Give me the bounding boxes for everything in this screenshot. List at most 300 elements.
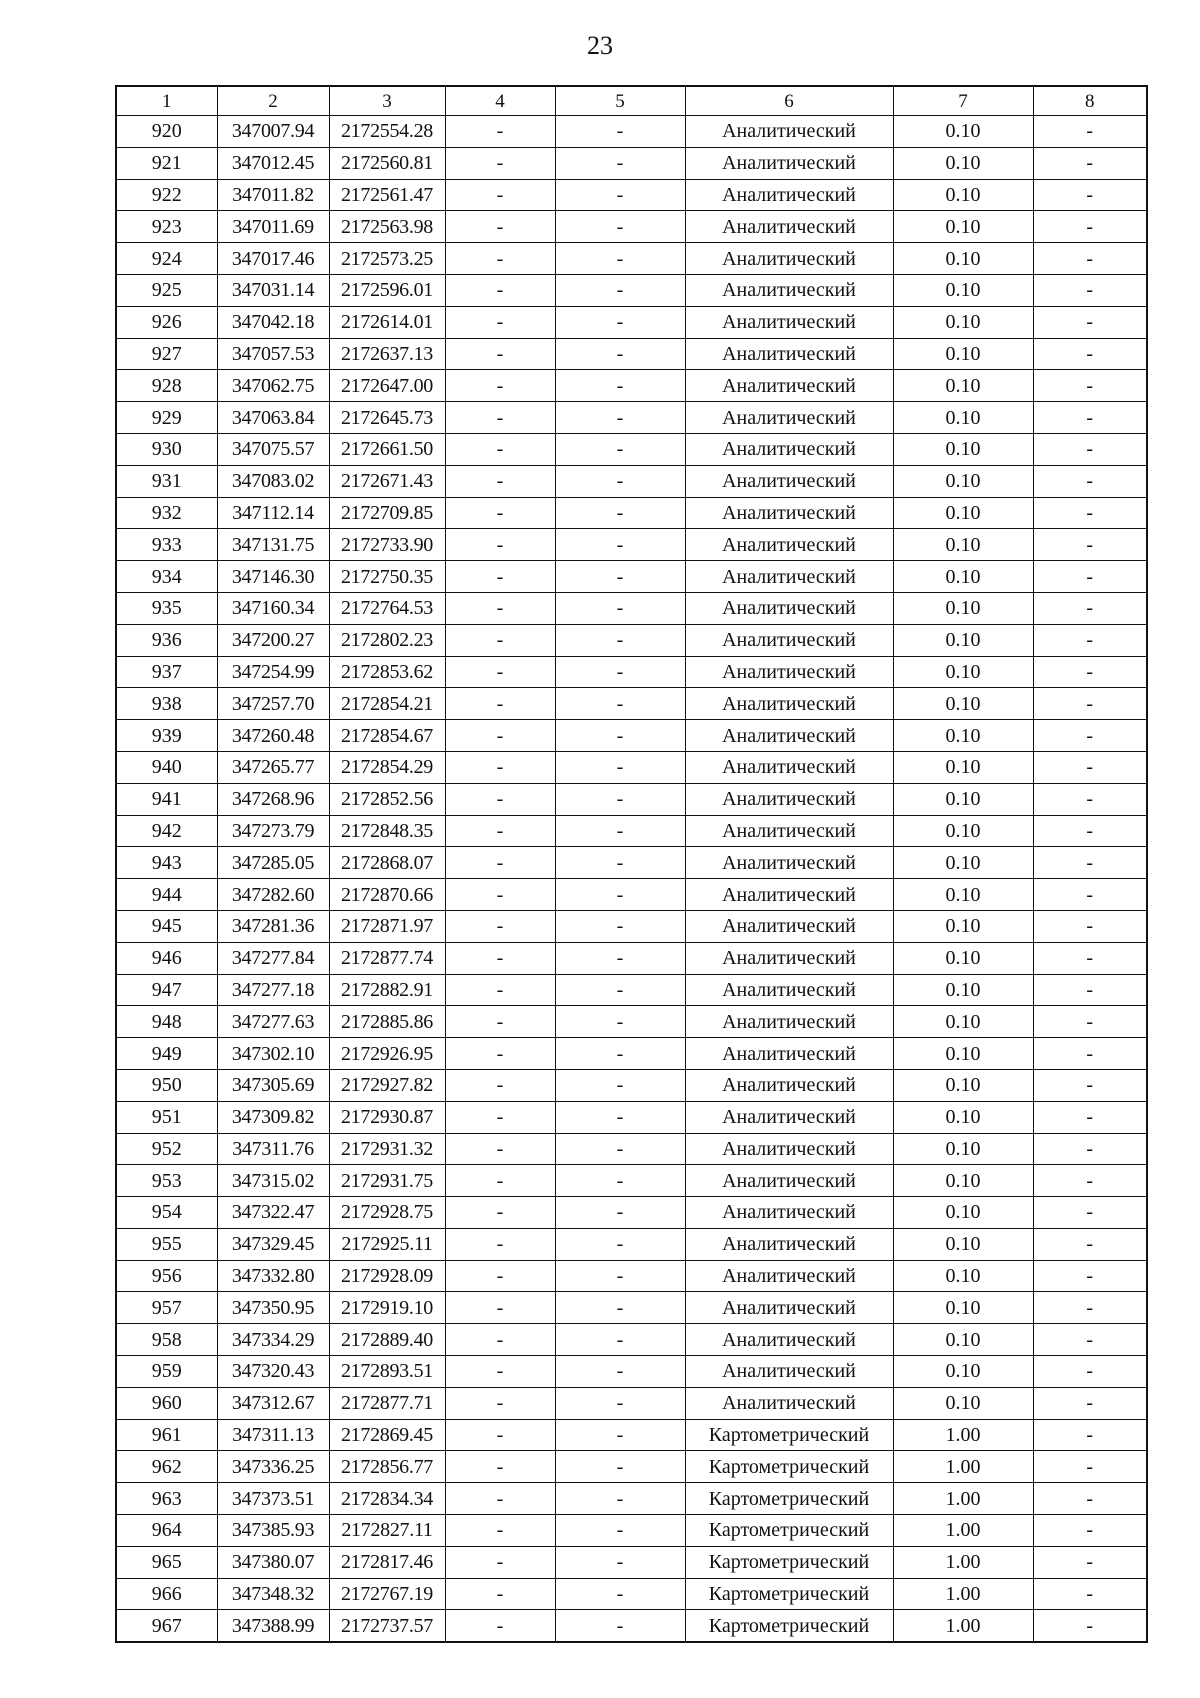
col-8-cell: - xyxy=(1033,402,1147,434)
table-row xyxy=(116,179,1147,211)
accuracy-cell: 1.00 xyxy=(893,1419,1033,1451)
method-cell: Аналитический xyxy=(685,1038,893,1070)
col-4-cell: - xyxy=(445,1324,555,1356)
point-number-cell: 954 xyxy=(116,1197,217,1229)
col-4-cell: - xyxy=(445,1197,555,1229)
method-cell: Аналитический xyxy=(685,1356,893,1388)
table-row xyxy=(116,879,1147,911)
col-5-cell: - xyxy=(555,179,685,211)
col-4-cell: - xyxy=(445,910,555,942)
col-5-cell: - xyxy=(555,688,685,720)
col-5-cell: - xyxy=(555,847,685,879)
col-8-cell: - xyxy=(1033,592,1147,624)
col-4-cell: - xyxy=(445,465,555,497)
col-4-cell: - xyxy=(445,1451,555,1483)
accuracy-cell: 0.10 xyxy=(893,1133,1033,1165)
x-coordinate-cell: 347017.46 xyxy=(217,243,329,275)
accuracy-cell: 0.10 xyxy=(893,243,1033,275)
col-5-cell: - xyxy=(555,243,685,275)
point-number-cell: 945 xyxy=(116,910,217,942)
method-cell: Аналитический xyxy=(685,783,893,815)
col-5-cell: - xyxy=(555,306,685,338)
y-coordinate-cell: 2172854.21 xyxy=(329,688,445,720)
point-number-cell: 955 xyxy=(116,1228,217,1260)
col-4-cell: - xyxy=(445,370,555,402)
point-number-cell: 934 xyxy=(116,561,217,593)
col-4-cell: - xyxy=(445,1292,555,1324)
method-cell: Аналитический xyxy=(685,497,893,529)
accuracy-cell: 0.10 xyxy=(893,751,1033,783)
col-4-cell: - xyxy=(445,211,555,243)
y-coordinate-cell: 2172919.10 xyxy=(329,1292,445,1324)
table-row xyxy=(116,338,1147,370)
col-4-cell: - xyxy=(445,879,555,911)
accuracy-cell: 0.10 xyxy=(893,592,1033,624)
method-cell: Аналитический xyxy=(685,1197,893,1229)
accuracy-cell: 0.10 xyxy=(893,1260,1033,1292)
y-coordinate-cell: 2172661.50 xyxy=(329,433,445,465)
col-8-cell: - xyxy=(1033,1324,1147,1356)
x-coordinate-cell: 347254.99 xyxy=(217,656,329,688)
col-4-cell: - xyxy=(445,1133,555,1165)
y-coordinate-cell: 2172889.40 xyxy=(329,1324,445,1356)
col-5-cell: - xyxy=(555,147,685,179)
col-4-cell: - xyxy=(445,974,555,1006)
point-number-cell: 964 xyxy=(116,1515,217,1547)
col-4-cell: - xyxy=(445,1419,555,1451)
accuracy-cell: 0.10 xyxy=(893,147,1033,179)
column-header-8: 8 xyxy=(1033,86,1147,116)
col-5-cell: - xyxy=(555,433,685,465)
col-8-cell: - xyxy=(1033,1260,1147,1292)
method-cell: Аналитический xyxy=(685,592,893,624)
col-5-cell: - xyxy=(555,561,685,593)
x-coordinate-cell: 347260.48 xyxy=(217,720,329,752)
col-4-cell: - xyxy=(445,720,555,752)
col-8-cell: - xyxy=(1033,274,1147,306)
accuracy-cell: 0.10 xyxy=(893,910,1033,942)
col-8-cell: - xyxy=(1033,1356,1147,1388)
point-number-cell: 960 xyxy=(116,1387,217,1419)
x-coordinate-cell: 347083.02 xyxy=(217,465,329,497)
point-number-cell: 928 xyxy=(116,370,217,402)
method-cell: Аналитический xyxy=(685,274,893,306)
col-4-cell: - xyxy=(445,179,555,211)
column-header-5: 5 xyxy=(555,86,685,116)
method-cell: Аналитический xyxy=(685,942,893,974)
table-row xyxy=(116,783,1147,815)
y-coordinate-cell: 2172764.53 xyxy=(329,592,445,624)
x-coordinate-cell: 347332.80 xyxy=(217,1260,329,1292)
method-cell: Аналитический xyxy=(685,1133,893,1165)
table-row xyxy=(116,497,1147,529)
col-8-cell: - xyxy=(1033,1610,1147,1642)
accuracy-cell: 0.10 xyxy=(893,1165,1033,1197)
y-coordinate-cell: 2172767.19 xyxy=(329,1578,445,1610)
col-8-cell: - xyxy=(1033,656,1147,688)
accuracy-cell: 0.10 xyxy=(893,497,1033,529)
method-cell: Аналитический xyxy=(685,243,893,275)
col-5-cell: - xyxy=(555,1483,685,1515)
table-row xyxy=(116,1006,1147,1038)
table-row xyxy=(116,974,1147,1006)
method-cell: Аналитический xyxy=(685,1228,893,1260)
col-8-cell: - xyxy=(1033,910,1147,942)
accuracy-cell: 0.10 xyxy=(893,561,1033,593)
col-8-cell: - xyxy=(1033,751,1147,783)
y-coordinate-cell: 2172834.34 xyxy=(329,1483,445,1515)
table-row xyxy=(116,656,1147,688)
accuracy-cell: 0.10 xyxy=(893,338,1033,370)
col-4-cell: - xyxy=(445,243,555,275)
point-number-cell: 956 xyxy=(116,1260,217,1292)
col-8-cell: - xyxy=(1033,1038,1147,1070)
x-coordinate-cell: 347311.13 xyxy=(217,1419,329,1451)
col-4-cell: - xyxy=(445,147,555,179)
y-coordinate-cell: 2172750.35 xyxy=(329,561,445,593)
col-5-cell: - xyxy=(555,1356,685,1388)
point-number-cell: 922 xyxy=(116,179,217,211)
col-8-cell: - xyxy=(1033,1165,1147,1197)
table-row xyxy=(116,815,1147,847)
col-5-cell: - xyxy=(555,1387,685,1419)
col-4-cell: - xyxy=(445,529,555,561)
col-8-cell: - xyxy=(1033,1387,1147,1419)
point-number-cell: 949 xyxy=(116,1038,217,1070)
table-row xyxy=(116,592,1147,624)
table-row xyxy=(116,688,1147,720)
x-coordinate-cell: 347302.10 xyxy=(217,1038,329,1070)
table-row xyxy=(116,1292,1147,1324)
col-4-cell: - xyxy=(445,1387,555,1419)
x-coordinate-cell: 347334.29 xyxy=(217,1324,329,1356)
col-8-cell: - xyxy=(1033,306,1147,338)
col-5-cell: - xyxy=(555,1101,685,1133)
point-number-cell: 967 xyxy=(116,1610,217,1642)
x-coordinate-cell: 347011.82 xyxy=(217,179,329,211)
col-8-cell: - xyxy=(1033,561,1147,593)
col-8-cell: - xyxy=(1033,1006,1147,1038)
x-coordinate-cell: 347311.76 xyxy=(217,1133,329,1165)
col-4-cell: - xyxy=(445,783,555,815)
y-coordinate-cell: 2172637.13 xyxy=(329,338,445,370)
accuracy-cell: 0.10 xyxy=(893,656,1033,688)
point-number-cell: 944 xyxy=(116,879,217,911)
y-coordinate-cell: 2172817.46 xyxy=(329,1546,445,1578)
accuracy-cell: 0.10 xyxy=(893,1356,1033,1388)
col-8-cell: - xyxy=(1033,243,1147,275)
method-cell: Аналитический xyxy=(685,561,893,593)
method-cell: Аналитический xyxy=(685,624,893,656)
point-number-cell: 946 xyxy=(116,942,217,974)
table-row xyxy=(116,1133,1147,1165)
x-coordinate-cell: 347200.27 xyxy=(217,624,329,656)
point-number-cell: 957 xyxy=(116,1292,217,1324)
x-coordinate-cell: 347281.36 xyxy=(217,910,329,942)
accuracy-cell: 0.10 xyxy=(893,1197,1033,1229)
y-coordinate-cell: 2172928.75 xyxy=(329,1197,445,1229)
y-coordinate-cell: 2172926.95 xyxy=(329,1038,445,1070)
accuracy-cell: 0.10 xyxy=(893,306,1033,338)
col-8-cell: - xyxy=(1033,847,1147,879)
col-5-cell: - xyxy=(555,783,685,815)
col-5-cell: - xyxy=(555,1133,685,1165)
col-8-cell: - xyxy=(1033,974,1147,1006)
table-row xyxy=(116,1260,1147,1292)
col-8-cell: - xyxy=(1033,815,1147,847)
col-4-cell: - xyxy=(445,274,555,306)
col-5-cell: - xyxy=(555,1069,685,1101)
method-cell: Аналитический xyxy=(685,720,893,752)
point-number-cell: 927 xyxy=(116,338,217,370)
col-5-cell: - xyxy=(555,370,685,402)
col-4-cell: - xyxy=(445,306,555,338)
table-row xyxy=(116,243,1147,275)
page-number: 23 xyxy=(587,31,613,60)
y-coordinate-cell: 2172709.85 xyxy=(329,497,445,529)
col-5-cell: - xyxy=(555,1546,685,1578)
col-5-cell: - xyxy=(555,624,685,656)
x-coordinate-cell: 347112.14 xyxy=(217,497,329,529)
y-coordinate-cell: 2172885.86 xyxy=(329,1006,445,1038)
col-8-cell: - xyxy=(1033,179,1147,211)
col-4-cell: - xyxy=(445,1069,555,1101)
method-cell: Аналитический xyxy=(685,306,893,338)
col-5-cell: - xyxy=(555,592,685,624)
col-8-cell: - xyxy=(1033,211,1147,243)
point-number-cell: 937 xyxy=(116,656,217,688)
col-4-cell: - xyxy=(445,1038,555,1070)
table-row xyxy=(116,1165,1147,1197)
accuracy-cell: 0.10 xyxy=(893,974,1033,1006)
column-header-3: 3 xyxy=(329,86,445,116)
col-4-cell: - xyxy=(445,1165,555,1197)
x-coordinate-cell: 347312.67 xyxy=(217,1387,329,1419)
x-coordinate-cell: 347257.70 xyxy=(217,688,329,720)
y-coordinate-cell: 2172554.28 xyxy=(329,116,445,148)
col-5-cell: - xyxy=(555,497,685,529)
table-row xyxy=(116,402,1147,434)
coordinates-table xyxy=(115,85,1148,1643)
y-coordinate-cell: 2172870.66 xyxy=(329,879,445,911)
x-coordinate-cell: 347277.63 xyxy=(217,1006,329,1038)
accuracy-cell: 0.10 xyxy=(893,624,1033,656)
accuracy-cell: 1.00 xyxy=(893,1610,1033,1642)
table-row xyxy=(116,1324,1147,1356)
col-5-cell: - xyxy=(555,910,685,942)
col-8-cell: - xyxy=(1033,1451,1147,1483)
col-8-cell: - xyxy=(1033,624,1147,656)
table-row xyxy=(116,465,1147,497)
col-4-cell: - xyxy=(445,942,555,974)
table-row xyxy=(116,847,1147,879)
y-coordinate-cell: 2172868.07 xyxy=(329,847,445,879)
method-cell: Картометрический xyxy=(685,1578,893,1610)
col-8-cell: - xyxy=(1033,1578,1147,1610)
column-header-7: 7 xyxy=(893,86,1033,116)
col-4-cell: - xyxy=(445,497,555,529)
point-number-cell: 943 xyxy=(116,847,217,879)
accuracy-cell: 0.10 xyxy=(893,688,1033,720)
x-coordinate-cell: 347011.69 xyxy=(217,211,329,243)
x-coordinate-cell: 347062.75 xyxy=(217,370,329,402)
table-row xyxy=(116,910,1147,942)
col-4-cell: - xyxy=(445,847,555,879)
y-coordinate-cell: 2172671.43 xyxy=(329,465,445,497)
table-row xyxy=(116,751,1147,783)
x-coordinate-cell: 347285.05 xyxy=(217,847,329,879)
col-4-cell: - xyxy=(445,1006,555,1038)
col-5-cell: - xyxy=(555,116,685,148)
point-number-cell: 929 xyxy=(116,402,217,434)
col-5-cell: - xyxy=(555,1197,685,1229)
table-row xyxy=(116,1038,1147,1070)
table-row xyxy=(116,1387,1147,1419)
col-8-cell: - xyxy=(1033,1483,1147,1515)
col-8-cell: - xyxy=(1033,688,1147,720)
table-body xyxy=(116,116,1147,1643)
y-coordinate-cell: 2172869.45 xyxy=(329,1419,445,1451)
x-coordinate-cell: 347075.57 xyxy=(217,433,329,465)
y-coordinate-cell: 2172827.11 xyxy=(329,1515,445,1547)
method-cell: Аналитический xyxy=(685,974,893,1006)
col-4-cell: - xyxy=(445,1578,555,1610)
col-5-cell: - xyxy=(555,274,685,306)
table-row xyxy=(116,1546,1147,1578)
point-number-cell: 959 xyxy=(116,1356,217,1388)
col-5-cell: - xyxy=(555,974,685,1006)
point-number-cell: 947 xyxy=(116,974,217,1006)
y-coordinate-cell: 2172877.74 xyxy=(329,942,445,974)
col-5-cell: - xyxy=(555,815,685,847)
col-5-cell: - xyxy=(555,1515,685,1547)
method-cell: Аналитический xyxy=(685,529,893,561)
col-5-cell: - xyxy=(555,1451,685,1483)
col-8-cell: - xyxy=(1033,433,1147,465)
table-row xyxy=(116,624,1147,656)
table-row xyxy=(116,529,1147,561)
col-4-cell: - xyxy=(445,433,555,465)
y-coordinate-cell: 2172614.01 xyxy=(329,306,445,338)
point-number-cell: 939 xyxy=(116,720,217,752)
method-cell: Аналитический xyxy=(685,879,893,911)
accuracy-cell: 1.00 xyxy=(893,1483,1033,1515)
method-cell: Аналитический xyxy=(685,116,893,148)
point-number-cell: 948 xyxy=(116,1006,217,1038)
x-coordinate-cell: 347305.69 xyxy=(217,1069,329,1101)
method-cell: Аналитический xyxy=(685,1069,893,1101)
accuracy-cell: 0.10 xyxy=(893,370,1033,402)
method-cell: Аналитический xyxy=(685,338,893,370)
point-number-cell: 961 xyxy=(116,1419,217,1451)
accuracy-cell: 0.10 xyxy=(893,720,1033,752)
y-coordinate-cell: 2172877.71 xyxy=(329,1387,445,1419)
method-cell: Аналитический xyxy=(685,1260,893,1292)
col-5-cell: - xyxy=(555,879,685,911)
x-coordinate-cell: 347277.84 xyxy=(217,942,329,974)
x-coordinate-cell: 347380.07 xyxy=(217,1546,329,1578)
table-row xyxy=(116,1069,1147,1101)
x-coordinate-cell: 347160.34 xyxy=(217,592,329,624)
y-coordinate-cell: 2172893.51 xyxy=(329,1356,445,1388)
point-number-cell: 962 xyxy=(116,1451,217,1483)
point-number-cell: 920 xyxy=(116,116,217,148)
accuracy-cell: 0.10 xyxy=(893,942,1033,974)
y-coordinate-cell: 2172802.23 xyxy=(329,624,445,656)
y-coordinate-cell: 2172560.81 xyxy=(329,147,445,179)
col-4-cell: - xyxy=(445,1515,555,1547)
col-4-cell: - xyxy=(445,561,555,593)
table-row xyxy=(116,1610,1147,1642)
col-4-cell: - xyxy=(445,656,555,688)
table-row xyxy=(116,147,1147,179)
x-coordinate-cell: 347329.45 xyxy=(217,1228,329,1260)
column-header-6: 6 xyxy=(685,86,893,116)
x-coordinate-cell: 347282.60 xyxy=(217,879,329,911)
y-coordinate-cell: 2172853.62 xyxy=(329,656,445,688)
x-coordinate-cell: 347350.95 xyxy=(217,1292,329,1324)
point-number-cell: 923 xyxy=(116,211,217,243)
accuracy-cell: 0.10 xyxy=(893,1324,1033,1356)
col-5-cell: - xyxy=(555,1292,685,1324)
x-coordinate-cell: 347131.75 xyxy=(217,529,329,561)
point-number-cell: 935 xyxy=(116,592,217,624)
y-coordinate-cell: 2172647.00 xyxy=(329,370,445,402)
col-8-cell: - xyxy=(1033,1419,1147,1451)
table-row xyxy=(116,942,1147,974)
y-coordinate-cell: 2172645.73 xyxy=(329,402,445,434)
table-row xyxy=(116,1451,1147,1483)
point-number-cell: 940 xyxy=(116,751,217,783)
method-cell: Аналитический xyxy=(685,402,893,434)
col-5-cell: - xyxy=(555,465,685,497)
table-row xyxy=(116,1483,1147,1515)
table-row xyxy=(116,1515,1147,1547)
point-number-cell: 936 xyxy=(116,624,217,656)
x-coordinate-cell: 347315.02 xyxy=(217,1165,329,1197)
y-coordinate-cell: 2172596.01 xyxy=(329,274,445,306)
accuracy-cell: 0.10 xyxy=(893,815,1033,847)
x-coordinate-cell: 347268.96 xyxy=(217,783,329,815)
col-8-cell: - xyxy=(1033,1546,1147,1578)
col-5-cell: - xyxy=(555,1419,685,1451)
col-4-cell: - xyxy=(445,751,555,783)
table-row xyxy=(116,720,1147,752)
point-number-cell: 958 xyxy=(116,1324,217,1356)
accuracy-cell: 0.10 xyxy=(893,1387,1033,1419)
y-coordinate-cell: 2172563.98 xyxy=(329,211,445,243)
col-5-cell: - xyxy=(555,211,685,243)
method-cell: Аналитический xyxy=(685,1387,893,1419)
method-cell: Аналитический xyxy=(685,465,893,497)
x-coordinate-cell: 347320.43 xyxy=(217,1356,329,1388)
accuracy-cell: 0.10 xyxy=(893,1292,1033,1324)
method-cell: Аналитический xyxy=(685,1006,893,1038)
col-5-cell: - xyxy=(555,1006,685,1038)
method-cell: Аналитический xyxy=(685,847,893,879)
point-number-cell: 941 xyxy=(116,783,217,815)
col-8-cell: - xyxy=(1033,147,1147,179)
y-coordinate-cell: 2172852.56 xyxy=(329,783,445,815)
table-row xyxy=(116,1419,1147,1451)
y-coordinate-cell: 2172561.47 xyxy=(329,179,445,211)
x-coordinate-cell: 347322.47 xyxy=(217,1197,329,1229)
method-cell: Аналитический xyxy=(685,433,893,465)
col-4-cell: - xyxy=(445,1483,555,1515)
col-4-cell: - xyxy=(445,338,555,370)
accuracy-cell: 0.10 xyxy=(893,1228,1033,1260)
x-coordinate-cell: 347373.51 xyxy=(217,1483,329,1515)
